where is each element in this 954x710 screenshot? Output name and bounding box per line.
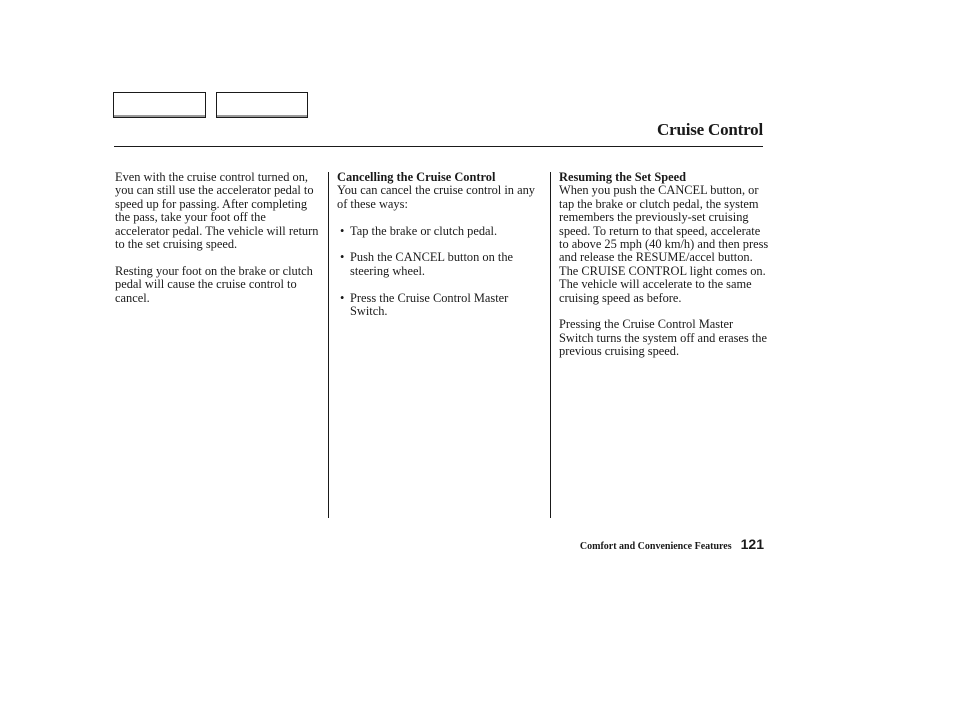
list-item-text: Push the CANCEL button on the steering wheel. (350, 250, 514, 278)
section-heading: Resuming the Set Speed (559, 170, 687, 184)
page-number: 121 (740, 536, 764, 552)
bullet-icon: • (340, 223, 345, 238)
nav-previous-button[interactable] (113, 92, 206, 118)
column-resuming (559, 171, 769, 372)
column-intro (115, 171, 320, 318)
column-divider (328, 172, 329, 518)
list-item (337, 251, 542, 278)
paragraph: You can cancel the cruise control in any of these ways: (337, 183, 535, 211)
nav-next-button[interactable] (216, 92, 308, 118)
list-item-text: Press the Cruise Control Master Switch. (350, 290, 509, 319)
footer-section-title: Comfort and Convenience Features (579, 541, 732, 552)
column-cancelling (337, 171, 542, 332)
list-item (337, 225, 542, 238)
page-title: Cruise Control (657, 120, 763, 139)
column-divider (550, 172, 551, 518)
paragraph: Resting your foot on the brake or clutch pedal will cause the cruise control to cancel. (115, 263, 313, 305)
paragraph: When you push the CANCEL button, or tap the brake or clutch pedal, the system remembers the previously-set cruising speed. To return to that speed, accelerate to above 25 mph (40 km/h) and then press and release the RESUME/accel button. The CRUISE CONTROL light comes on. The vehicle will accelerate to the same cruising speed as before. (559, 183, 769, 305)
bullet-icon: • (340, 250, 345, 265)
header-rule (114, 146, 763, 147)
paragraph: Even with the cruise control turned on, you can still use the accelerator pedal to speed up for passing. After completing the pass, take your foot off the accelerator pedal. The vehicle will return to the set cruising speed. (115, 170, 319, 252)
bullet-list (337, 225, 542, 319)
section-heading: Cancelling the Cruise Control (337, 170, 496, 184)
list-item (337, 292, 542, 319)
paragraph: Pressing the Cruise Control Master Switch turns the system off and erases the previous cruising speed. (559, 317, 767, 359)
bullet-icon: • (340, 290, 345, 305)
page-footer (580, 536, 764, 552)
list-item-text: Tap the brake or clutch pedal. (350, 223, 498, 238)
